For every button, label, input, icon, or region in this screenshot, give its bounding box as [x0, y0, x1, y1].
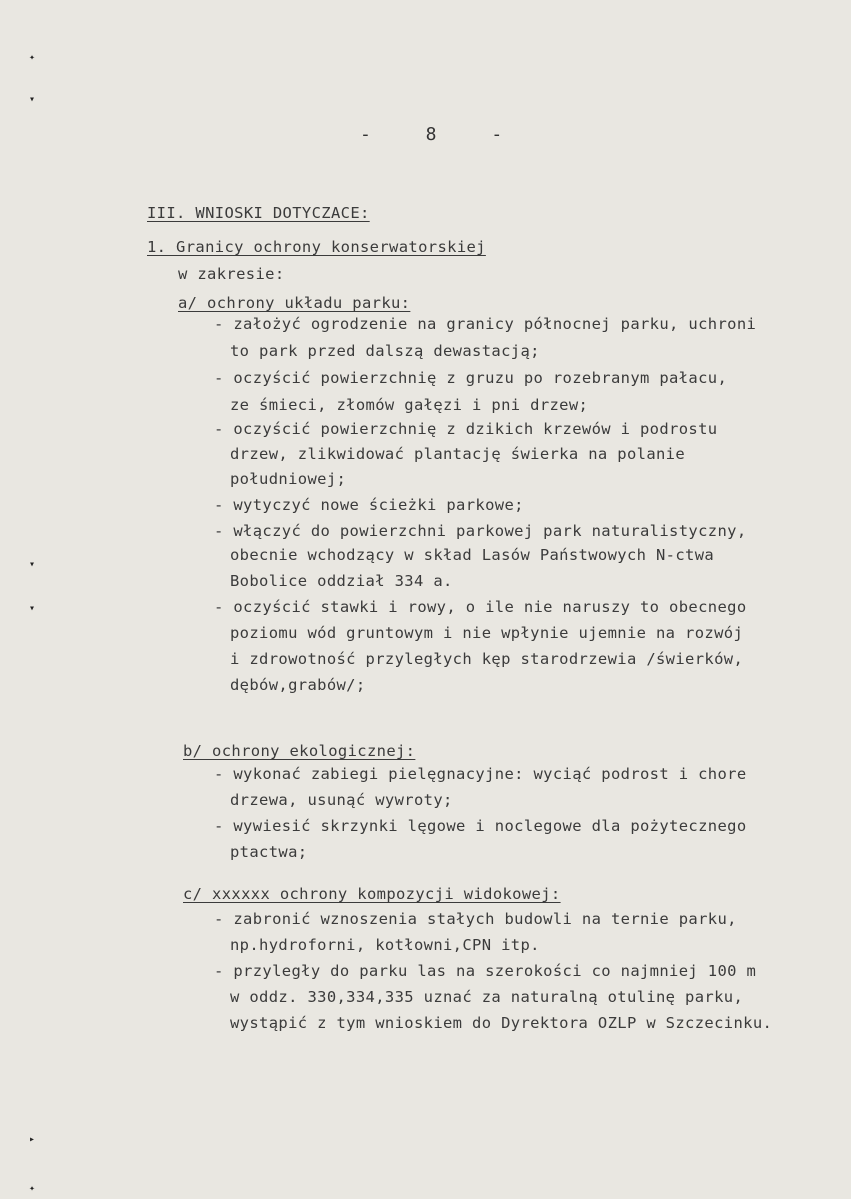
text-line: obecnie wchodzący w skład Lasów Państwowych N-ctwa	[230, 546, 715, 564]
text-line: - wytyczyć nowe ścieżki parkowe;	[214, 496, 524, 514]
text-line: i zdrowotność przyległych kęp starodrzewia /świerków,	[230, 650, 744, 668]
text-line: - przyległy do parku las na szerokości co najmniej 100 m	[214, 962, 757, 980]
edge-mark: ▾	[29, 603, 36, 614]
text-line: poziomu wód gruntowym i nie wpłynie ujemnie na rozwój	[230, 624, 744, 642]
text-line: wystąpić z tym wnioskiem do Dyrektora OZLP w Szczecinku.	[230, 1014, 773, 1032]
text-line: - założyć ogrodzenie na granicy północnej parku, uchroni	[214, 315, 757, 333]
point-c-label: c/ xxxxxx ochrony kompozycji widokowej:	[183, 885, 561, 903]
edge-mark: ▾	[29, 559, 36, 570]
edge-mark: ✦	[29, 1183, 36, 1194]
text-line: - wykonać zabiegi pielęgnacyjne: wyciąć podrost i chore	[214, 765, 747, 783]
intro-text: w zakresie:	[178, 265, 285, 283]
text-line: np.hydroforni, kotłowni,CPN itp.	[230, 936, 540, 954]
edge-mark: ✦	[29, 52, 36, 63]
text-line: drzew, zlikwidować plantację świerka na polanie	[230, 445, 686, 463]
text-line: - wywiesić skrzynki lęgowe i noclegowe dla pożytecznego	[214, 817, 747, 835]
text-line: w oddz. 330,334,335 uznać za naturalną otulinę parku,	[230, 988, 744, 1006]
point-b-label: b/ ochrony ekologicznej:	[183, 742, 416, 760]
text-line: Bobolice oddział 334 a.	[230, 572, 453, 590]
page-number: - 8 -	[360, 124, 525, 145]
text-line: dębów,grabów/;	[230, 676, 366, 694]
edge-mark: ▸	[29, 1134, 36, 1145]
section-heading: III. WNIOSKI DOTYCZACE:	[147, 204, 370, 222]
text-line: to park przed dalszą dewastacją;	[230, 342, 540, 360]
text-line: - włączyć do powierzchni parkowej park naturalistyczny,	[214, 522, 747, 540]
subsection-title: 1. Granicy ochrony konserwatorskiej	[147, 238, 486, 256]
text-line: - oczyścić stawki i rowy, o ile nie naruszy to obecnego	[214, 598, 747, 616]
text-line: - zabronić wznoszenia stałych budowli na ternie parku,	[214, 910, 737, 928]
point-a-label: a/ ochrony układu parku:	[178, 294, 411, 312]
text-line: - oczyścić powierzchnię z dzikich krzewów i podrostu	[214, 420, 718, 438]
text-line: ze śmieci, złomów gałęzi i pni drzew;	[230, 396, 589, 414]
text-line: drzewa, usunąć wywroty;	[230, 791, 453, 809]
edge-mark: ▾	[29, 94, 36, 105]
text-line: południowej;	[230, 470, 347, 488]
text-line: ptactwa;	[230, 843, 308, 861]
text-line: - oczyścić powierzchnię z gruzu po rozebranym pałacu,	[214, 369, 728, 387]
